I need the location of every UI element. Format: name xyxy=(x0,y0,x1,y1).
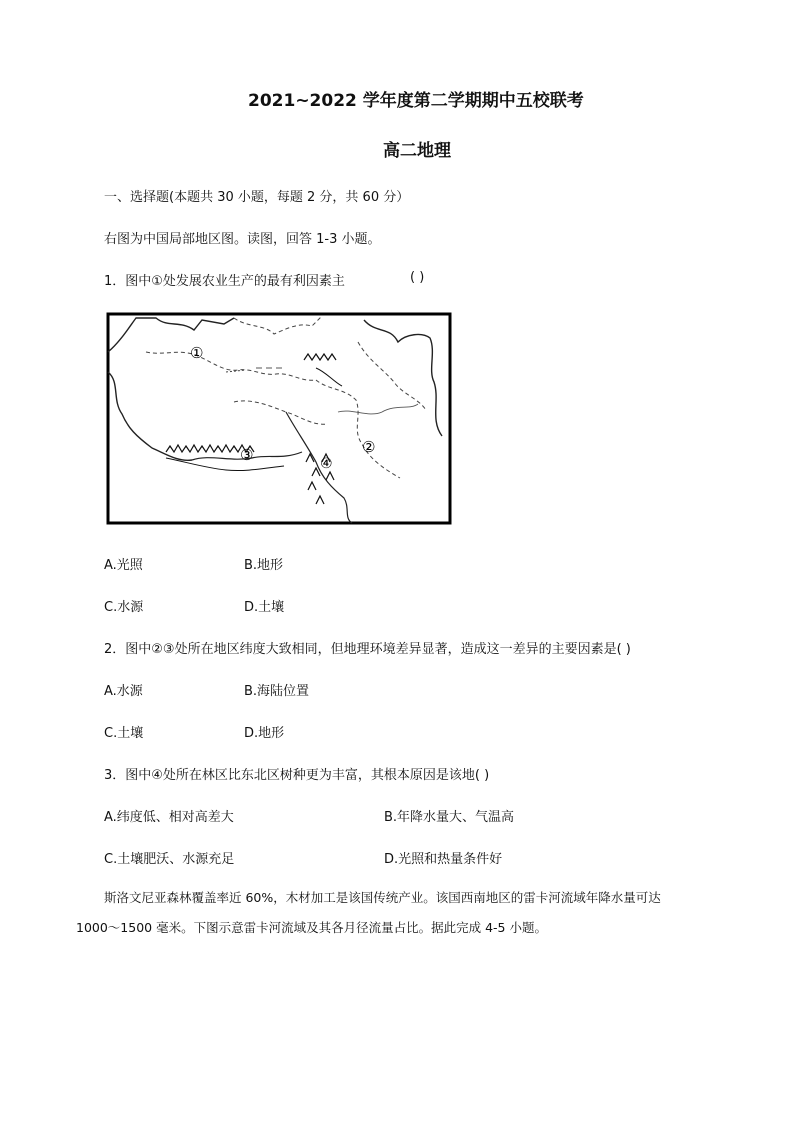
question-2-stem: 2．图中②③处所在地区纬度大致相同，但地理环境差异显著，造成这一差异的主要因素是( ) xyxy=(104,642,631,657)
map-frame xyxy=(108,314,450,523)
exam-title: 2021~2022 学年度第二学期期中五校联考 xyxy=(248,91,584,111)
passage-line-2: 1000～1500 毫米。下图示意雷卡河流域及其各月径流量占比。据此完成 4-5 小题。 xyxy=(76,920,547,935)
q2-option-d: D.地形 xyxy=(244,726,285,741)
q3-option-a: A.纬度低、相对高差大 xyxy=(104,810,234,825)
map-label-2: ② xyxy=(362,438,376,456)
china-region-map xyxy=(106,312,452,525)
passage-line-1: 斯洛文尼亚森林覆盖率近 60%，木材加工是该国传统产业。该国西南地区的雷卡河流域年降水量可达 xyxy=(104,890,661,905)
map-label-3: ③ xyxy=(240,446,254,464)
question-3-stem: 3．图中④处所在林区比东北区树种更为丰富，其根本原因是该地( ) xyxy=(104,768,490,783)
question-1-blank: ( ) xyxy=(410,270,425,285)
q1-option-b: B.地形 xyxy=(244,558,284,573)
map-label-4: ④ xyxy=(320,456,333,472)
q3-option-b: B.年降水量大、气温高 xyxy=(384,810,515,825)
question-1-stem: 1．图中①处发展农业生产的最有利因素主 xyxy=(104,274,345,289)
q2-option-b: B.海陆位置 xyxy=(244,684,310,699)
q3-option-d: D.光照和热量条件好 xyxy=(384,852,503,867)
section-heading: 一、选择题(本题共 30 小题，每题 2 分，共 60 分） xyxy=(104,190,410,205)
q1-option-d: D.土壤 xyxy=(244,600,285,615)
intro-text: 右图为中国局部地区图。读图，回答 1-3 小题。 xyxy=(104,232,381,247)
q2-option-c: C.土壤 xyxy=(104,726,144,741)
q2-option-a: A.水源 xyxy=(104,684,143,699)
map-label-1: ① xyxy=(190,344,204,362)
subject-title: 高二地理 xyxy=(383,141,451,161)
q3-option-c: C.土壤肥沃、水源充足 xyxy=(104,852,235,867)
q1-option-c: C.水源 xyxy=(104,600,144,615)
q1-option-a: A.光照 xyxy=(104,558,143,573)
